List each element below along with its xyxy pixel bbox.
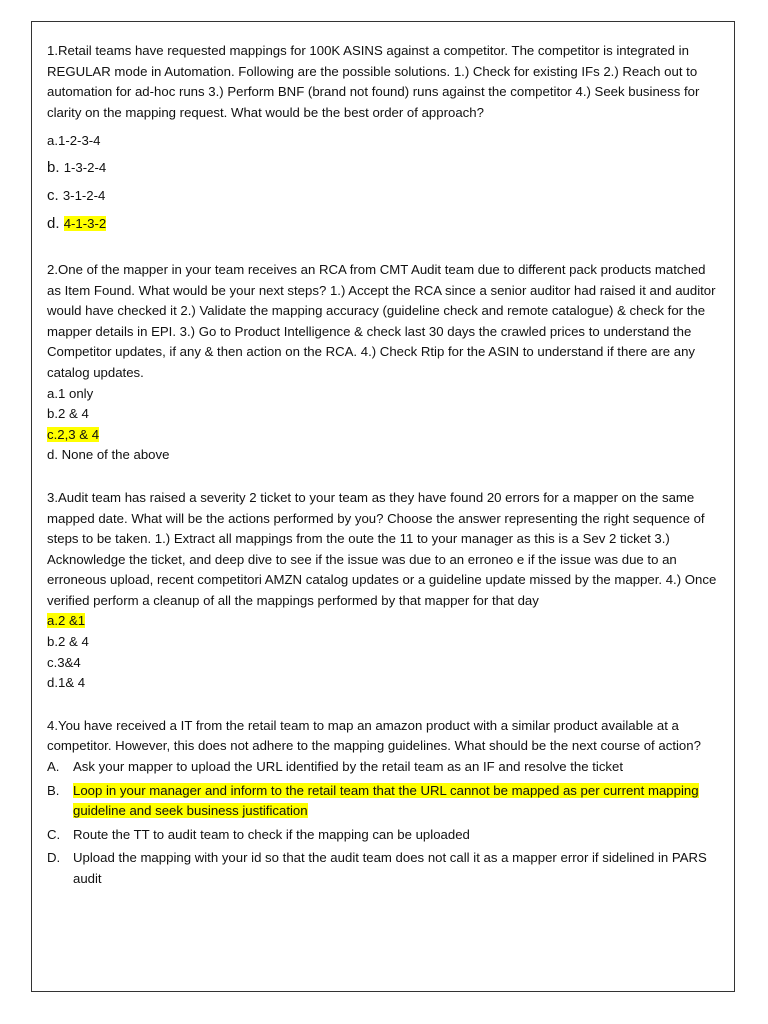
question-2-text: 2.One of the mapper in your team receives an RCA from CMT Audit team due to different pack products matched as Item Found. What would be your next steps? 1.) Accept the RCA since a senior auditor had raised it and auditor would have checked it 2.) Validate the mapping accuracy (guideline check and remote catalogue) & check for the mapper details in EPI. 3.) Go to Product Intelligence & check last 30 days the crawled prices to understand the Competitor updates, if any & then action on the RCA. 4.) Check Rtip for the ASIN to understand if there are any catalog updates. [47, 261, 716, 380]
option-1b-letter: b. [47, 158, 60, 176]
option-4a-text: Ask your mapper to upload the URL identified by the retail team as an IF and resolve the ticket [73, 759, 624, 775]
option-1c-letter: c. [47, 186, 59, 204]
option-4a-letter: A. [47, 759, 60, 775]
option-3a [47, 611, 723, 632]
option-2c [47, 425, 723, 446]
option-2b-text: b.2 & 4 [47, 406, 89, 422]
option-3b-text: b.2 & 4 [47, 634, 89, 650]
document-body [47, 41, 723, 912]
question-4-text: 4.You have received a IT from the retail team to map an amazon product with a similar product available at a competitor. However, this does not adhere to the mapping guidelines. What should be the next course of action? [47, 717, 701, 754]
question-3-text: 3.Audit team has raised a severity 2 ticket to your team as they have found 20 errors for a mapper on the same mapped date. What will be the actions performed by you? Choose the answer representing the right sequence of steps to be taken. 1.) Extract all mappings from the oute the 11 to your manager as this is a Sev 2 ticket 3.) Acknowledge the ticket, and deep dive to see if the issue was due to an erroneo e if the issue was due to an erroneous upload, recent competitori AMZN catalog updates or a guideline update missed by the mapper. 4.) Once verified perform a cleanup of all the mappings performed by that mapper for that day [47, 489, 717, 608]
option-3d [47, 673, 723, 694]
question-1-options [47, 131, 723, 238]
option-3c [47, 653, 723, 674]
option-2a-text: a.1 only [47, 385, 94, 401]
option-4b-text: Loop in your manager and inform to the retail team that the URL cannot be mapped as per current mapping guideline and seek business justification [73, 782, 699, 819]
option-4d [47, 848, 723, 889]
question-2 [47, 260, 723, 466]
option-4b [47, 781, 723, 822]
option-1c [47, 182, 723, 210]
option-4c-text: Route the TT to audit team to check if the mapping can be uploaded [73, 826, 470, 842]
option-1a-text: 1-2-3-4 [58, 133, 101, 149]
option-2d-text: d. None of the above [47, 447, 170, 463]
option-3b [47, 632, 723, 653]
option-1d-letter: d. [47, 214, 60, 232]
option-1d-text: 4-1-3-2 [63, 215, 107, 231]
option-3c-text: c.3&4 [47, 654, 81, 670]
option-3d-text: d.1& 4 [47, 675, 86, 691]
option-4b-letter: B. [47, 782, 60, 798]
option-2a [47, 384, 723, 405]
option-4d-letter: D. [47, 850, 61, 866]
option-2b [47, 404, 723, 425]
question-1-text: 1.Retail teams have requested mappings for 100K ASINS against a competitor. The competitor is integrated in REGULAR mode in Automation. Following are the possible solutions. 1.) Check for existing IFs 2.) Reach out to automation for ad-hoc runs 3.) Perform BNF (brand not found) runs against the competitor 4.) Seek business for clarity on the mapping request. What would be the best order of approach? [47, 43, 700, 120]
option-1d [47, 210, 723, 238]
option-3a-text: a.2 &1 [47, 613, 86, 629]
option-4c [47, 825, 723, 846]
option-1b [47, 154, 723, 182]
question-4 [47, 716, 723, 890]
option-1c-text: 3-1-2-4 [62, 187, 106, 203]
question-3 [47, 488, 723, 694]
option-1a-letter: a. [47, 133, 58, 149]
option-1a [47, 131, 723, 152]
option-4d-text: Upload the mapping with your id so that the audit team does not call it as a mapper error if sidelined in PARS audit [73, 850, 707, 886]
option-2c-text: c.2,3 & 4 [47, 426, 100, 442]
option-4a [47, 757, 723, 778]
option-1b-text: 1-3-2-4 [63, 159, 107, 175]
question-1 [47, 41, 723, 238]
option-4c-letter: C. [47, 826, 61, 842]
option-2d [47, 445, 723, 466]
